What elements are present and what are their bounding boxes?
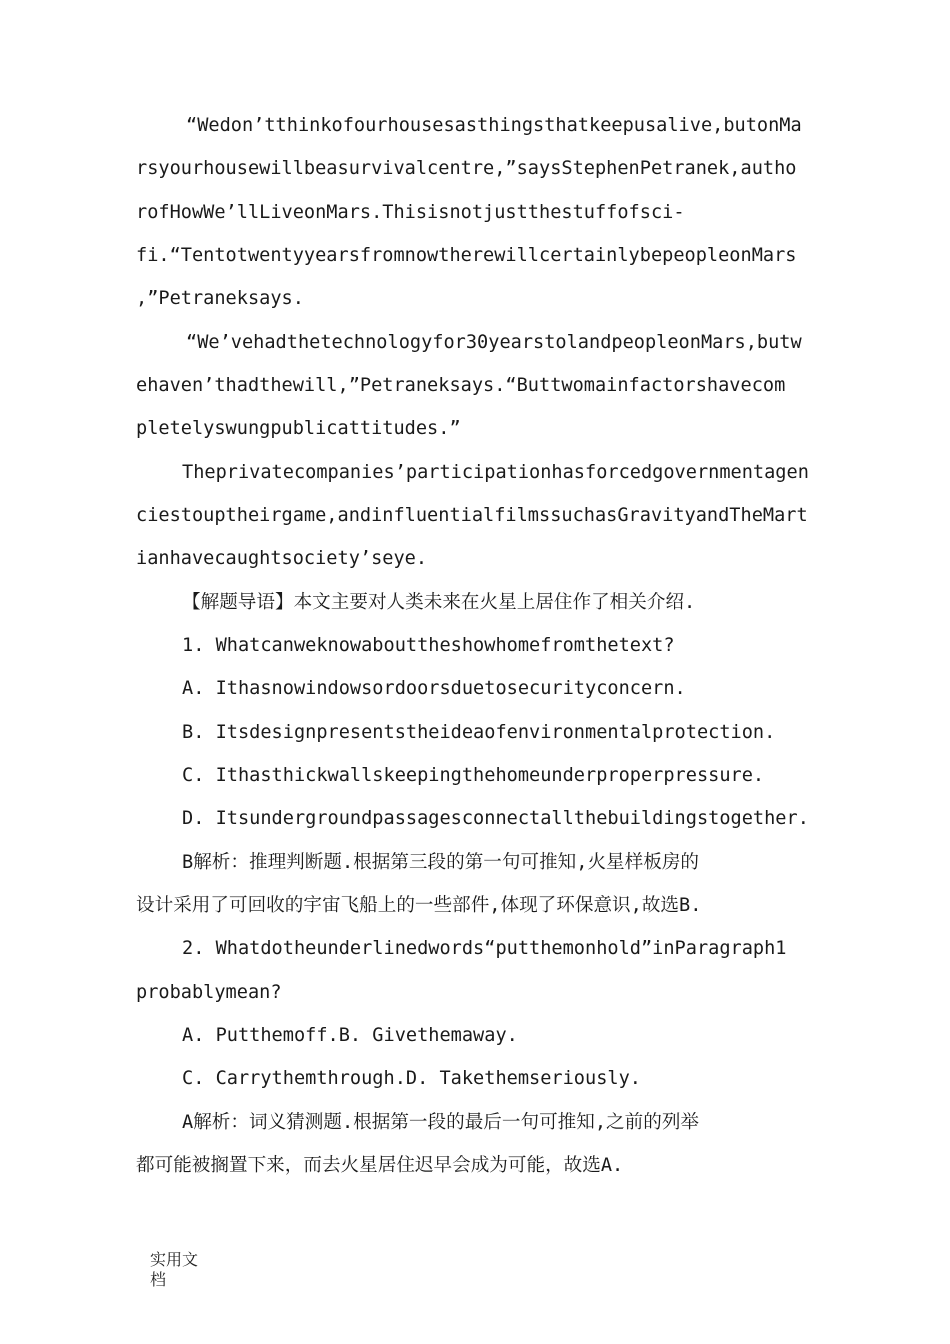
question-1-option-b: B. Itsdesignpresentstheideaofenvironmentalprotection. — [182, 722, 776, 743]
question-2-options-cd: C. Carrythemthrough.D. Takethemseriously. — [182, 1068, 641, 1089]
footer-line-2: 档 — [150, 1270, 167, 1289]
paragraph-line-2: rsyourhousewillbeasurvivalcentre,”saysStephenPetranek,autho — [136, 158, 797, 179]
question-1-option-d: D. Itsundergroundpassagesconnectallthebuildingstogether. — [182, 808, 809, 829]
answer-2-line-2: 都可能被搁置下来，而去火星居住迟早会成为可能，故选A. — [136, 1155, 624, 1176]
paragraph-line-3: rofHowWe’llLiveonMars.Thisisnotjustthestuffofsci- — [136, 202, 685, 223]
paragraph-line-10: ciestouptheirgame,andinfluentialfilmssuchasGravityandTheMart — [136, 505, 808, 526]
paragraph-line-9: Theprivatecompanies’participationhasforcedgovernmentagen — [182, 462, 809, 483]
question-1-option-a: A. Ithasnowindowsordoorsduetosecurityconcern. — [182, 678, 686, 699]
question-1: 1. Whatcanweknowabouttheshowhomefromthetext? — [182, 635, 675, 656]
page-footer — [150, 1250, 210, 1290]
answer-1-line-1: B解析：推理判断题.根据第三段的第一句可推知,火星样板房的 — [182, 852, 700, 873]
question-2-options-ab: A. Putthemoff.B. Givethemaway. — [182, 1025, 518, 1046]
paragraph-line-8: pletelyswungpublicattitudes.” — [136, 418, 461, 439]
question-2-line-2: probablymean? — [136, 982, 282, 1003]
paragraph-line-4: fi.“TentotwentyyearsfromnowtherewillcertainlybepeopleonMars — [136, 245, 797, 266]
paragraph-line-7: ehaven’thadthewill,”Petraneksays.“Buttwomainfactorshavecom — [136, 375, 786, 396]
paragraph-line-5: ,”Petraneksays. — [136, 288, 304, 309]
question-2-line-1: 2. Whatdotheunderlinedwords“putthemonhold”inParagraph1 — [182, 938, 787, 959]
answer-1-line-2: 设计采用了可回收的宇宙飞船上的一些部件,体现了环保意识,故选B. — [136, 895, 702, 916]
question-1-option-c: C. Ithasthickwallskeepingthehomeunderproperpressure. — [182, 765, 765, 786]
paragraph-line-6: “We’vehadthetechnologyfor30yearstolandpeopleonMars,butw — [186, 332, 802, 353]
reading-guide: 【解题导语】本文主要对人类未来在火星上居住作了相关介绍. — [182, 592, 696, 613]
footer-line-1: 实用文 — [150, 1250, 199, 1269]
paragraph-line-1: “Wedon’tthinkofourhousesasthingsthatkeepusalive,butonMa — [186, 115, 802, 136]
paragraph-line-11: ianhavecaughtsociety’seye. — [136, 548, 428, 569]
answer-2-line-1: A解析：词义猜测题.根据第一段的最后一句可推知,之前的列举 — [182, 1112, 700, 1133]
